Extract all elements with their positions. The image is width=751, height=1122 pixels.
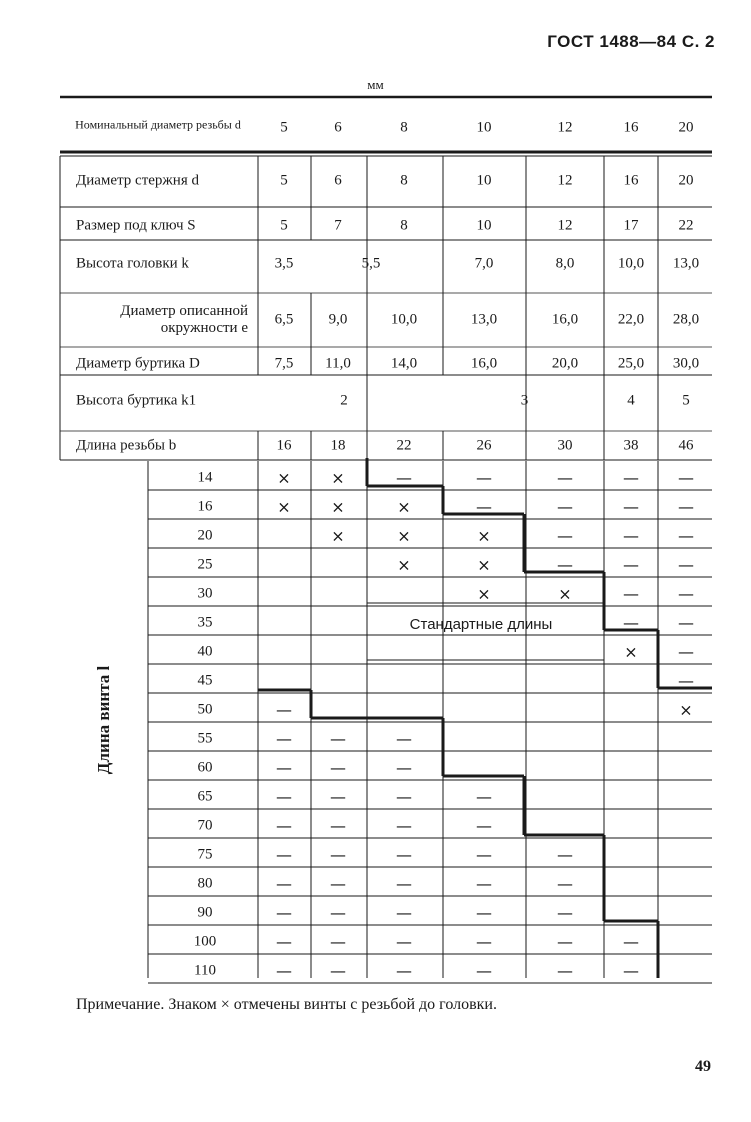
dash-mark: — [330,932,346,951]
param-cell: 10 [476,217,492,234]
param-cell: 10 [476,172,492,189]
dash-mark: — [330,874,346,893]
param-cell: 6 [334,172,342,189]
column-header-d: 12 [557,119,573,136]
dash-mark: — [396,903,412,922]
length-value: 16 [197,498,213,514]
param-cell: 4 [627,392,635,409]
column-header-d: 20 [678,119,694,136]
dash-mark: — [623,613,639,632]
param-cell: 22,0 [617,311,645,328]
length-value: 60 [197,759,213,775]
dash-mark: — [557,961,573,980]
dash-mark: — [476,816,492,835]
dash-mark: — [330,961,346,980]
dash-mark: — [396,961,412,980]
dash-mark: — [476,932,492,951]
dash-mark: — [276,932,292,951]
param-cell: 3,5 [274,255,294,272]
dash-mark: — [476,961,492,980]
cross-mark: × [679,700,693,719]
param-cell: 20 [678,172,694,189]
dash-mark: — [557,555,573,574]
param-cell: 3 [520,392,529,409]
param-cell: 9,0 [328,311,348,328]
length-value: 25 [197,556,213,572]
dash-mark: — [476,874,492,893]
dash-mark: — [678,526,694,545]
param-cell: 8 [400,217,408,234]
param-cell: 12 [557,172,573,189]
length-value: 100 [193,933,217,949]
cross-mark: × [477,584,491,603]
dash-mark: — [623,932,639,951]
length-value: 55 [197,730,213,746]
param-cell: 22 [396,437,412,454]
cross-mark: × [331,497,345,516]
column-header-d: 8 [400,119,408,136]
column-header-d: 5 [280,119,288,136]
dash-mark: — [623,497,639,516]
param-cell: 25,0 [617,355,645,372]
dash-mark: — [396,729,412,748]
length-axis-title: Длина винта l [94,665,113,775]
length-value: 110 [194,962,216,978]
param-cell: 16 [623,172,639,189]
cross-mark: × [397,497,411,516]
param-cell: 38 [623,437,639,454]
length-value: 40 [197,643,213,659]
cross-mark: × [558,584,572,603]
dash-mark: — [330,903,346,922]
dash-mark: — [557,845,573,864]
dash-mark: — [276,787,292,806]
length-value: 75 [197,846,213,862]
dash-mark: — [678,671,694,690]
dash-mark: — [557,526,573,545]
dash-mark: — [276,903,292,922]
param-cell: 7,0 [474,255,494,272]
cross-mark: × [624,642,638,661]
column-header-label: Номинальный диаметр резьбы d [75,117,241,132]
dash-mark: — [276,816,292,835]
cross-mark: × [477,555,491,574]
dash-mark: — [557,874,573,893]
dash-mark: — [330,758,346,777]
dash-mark: — [330,816,346,835]
dash-mark: — [557,468,573,487]
length-value: 50 [197,701,213,717]
dash-mark: — [678,584,694,603]
param-cell: 28,0 [672,311,700,328]
cross-mark: × [277,497,291,516]
dash-mark: — [557,903,573,922]
param-cell: 26 [476,437,492,454]
param-cell: 5 [280,217,288,234]
param-cell: 8,0 [555,255,575,272]
param-cell: 30,0 [672,355,700,372]
dash-mark: — [276,961,292,980]
param-cell: 13,0 [672,255,700,272]
param-row-label: Длина резьбы b [76,437,177,454]
param-cell: 11,0 [325,355,351,372]
param-row-label: Размер под ключ S [76,217,196,234]
dash-mark: — [557,497,573,516]
table-note: Примечание. Знаком × отмечены винты с резьбой до головки. [76,996,497,1013]
dash-mark: — [276,845,292,864]
dash-mark: — [623,555,639,574]
param-cell: 16 [276,437,292,454]
dash-mark: — [396,787,412,806]
page-header: ГОСТ 1488—84 С. 2 [547,32,715,51]
cross-mark: × [397,526,411,545]
param-cell: 18 [330,437,346,454]
dash-mark: — [678,555,694,574]
dash-mark: — [476,787,492,806]
dash-mark: — [396,468,412,487]
dash-mark: — [276,758,292,777]
dash-mark: — [476,497,492,516]
dash-mark: — [678,642,694,661]
dash-mark: — [678,613,694,632]
length-value: 20 [197,527,213,543]
dash-mark: — [623,468,639,487]
dash-mark: — [396,845,412,864]
param-row-label: Диаметр буртика D [76,355,200,372]
dash-mark: — [396,932,412,951]
param-row-label: Высота головки k [76,255,189,272]
length-value: 70 [197,817,213,833]
dash-mark: — [330,729,346,748]
param-cell: 2 [340,392,348,409]
dash-mark: — [396,874,412,893]
dash-mark: — [396,816,412,835]
param-cell: 10,0 [617,255,645,272]
param-cell: 30 [557,437,573,454]
standard-lengths-label: Стандартные длины [409,616,553,633]
length-value: 45 [197,672,213,688]
param-cell: 14,0 [390,355,418,372]
dash-mark: — [276,700,292,719]
length-value: 35 [197,614,213,630]
length-value: 90 [197,904,213,920]
param-row-label: Высота буртика k1 [76,392,197,409]
dash-mark: — [396,758,412,777]
dash-mark: — [330,787,346,806]
cross-mark: × [331,468,345,487]
param-cell: 5 [682,392,690,409]
dash-mark: — [678,468,694,487]
length-value: 30 [197,585,213,601]
dash-mark: — [476,468,492,487]
param-cell: 7 [334,217,342,234]
param-cell: 5 [280,172,288,189]
param-cell: 13,0 [470,311,498,328]
dash-mark: — [476,845,492,864]
cross-mark: × [277,468,291,487]
param-cell: 6,5 [274,311,294,328]
param-cell: 5,5 [361,255,381,272]
param-cell: 20,0 [551,355,579,372]
dash-mark: — [330,845,346,864]
column-header-d: 6 [334,119,342,136]
param-cell: 46 [678,437,694,454]
length-value: 65 [197,788,213,804]
dash-mark: — [623,584,639,603]
length-value: 14 [197,469,213,485]
column-header-d: 10 [476,119,492,136]
param-cell: 16,0 [551,311,579,328]
dash-mark: — [476,903,492,922]
param-cell: 22 [678,217,694,234]
dash-mark: — [276,874,292,893]
length-value: 80 [197,875,213,891]
param-cell: 7,5 [274,355,294,372]
dash-mark: — [276,729,292,748]
cross-mark: × [477,526,491,545]
page-number: 49 [695,1058,711,1075]
cross-mark: × [331,526,345,545]
dash-mark: — [623,526,639,545]
column-header-d: 16 [623,119,639,136]
param-cell: 16,0 [470,355,498,372]
param-row-label: Диаметр стержня d [76,172,199,189]
param-cell: 8 [400,172,408,189]
param-cell: 10,0 [390,311,418,328]
dash-mark: — [623,961,639,980]
cross-mark: × [397,555,411,574]
param-cell: 17 [623,217,639,234]
param-cell: 12 [557,217,573,234]
units-label: мм [367,77,384,92]
dash-mark: — [678,497,694,516]
dash-mark: — [557,932,573,951]
param-row-label: Диаметр описанной окружности e [120,303,248,336]
